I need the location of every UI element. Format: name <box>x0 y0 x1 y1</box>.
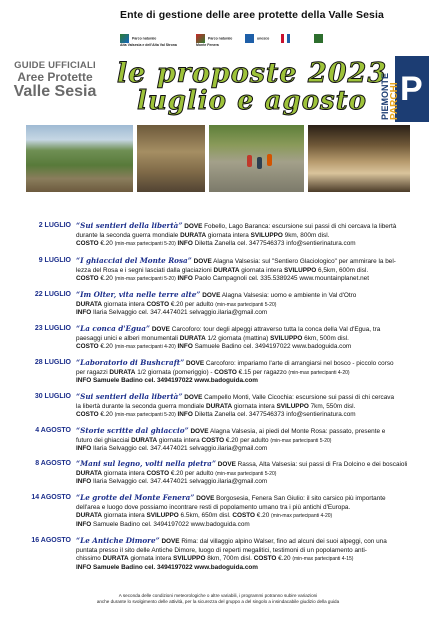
detail-label: INFO <box>76 520 92 528</box>
partner-logo-monte-fenera <box>196 34 232 47</box>
detail-value: 6,5km, 600m disl. <box>316 266 369 274</box>
detail-label: COSTO <box>146 469 170 477</box>
detail-value: dell'area e luogo dove possiamo incontrare resti di popolamento umano tra i più antichi d'Europa. <box>76 503 351 511</box>
partner-logo-flag <box>281 34 292 43</box>
detail-value: (min-max partecipanti 5-20) <box>215 301 277 308</box>
detail-label: DURATA <box>76 300 103 308</box>
detail-label: DOVE <box>190 428 209 435</box>
detail-label: INFO <box>76 478 92 486</box>
detail-value: Ilaria Selvaggio cel. 347.4474021 selvaggio.ilaria@gmail.com <box>91 445 268 453</box>
event-title: “La conca d'Egua” <box>76 324 151 333</box>
detail-value: giornata intera <box>239 266 284 274</box>
guide-line2: Aree Protette <box>17 70 93 84</box>
event-detail-line <box>76 564 431 573</box>
event-text <box>76 222 431 249</box>
detail-label: DOVE <box>202 292 221 299</box>
main-title-line2: luglio e agosto <box>136 86 368 116</box>
detail-value: futuro dei ghiacciai <box>76 436 132 444</box>
event-detail-line <box>76 309 431 318</box>
event-date: 8 AGOSTO <box>35 460 71 467</box>
detail-label: INFO Samuele Badino cel. 3494197022 www.badoguida.com <box>76 563 258 571</box>
detail-label: INFO <box>177 240 193 248</box>
detail-value: Carcoforo: impariamo l'arte di arrangiarsi nel bosco - piccolo corso <box>204 360 394 367</box>
partner-logo-unesco <box>245 34 269 43</box>
event-date: 22 LUGLIO <box>34 291 71 298</box>
detail-value: puntata presso il sito delle Antiche Dimore, luogo di reperti megalitici, testimoni di un popolamento anti- <box>76 546 367 554</box>
event-title: “Im Olter, vita nelle terre alte” <box>76 290 201 299</box>
detail-value: Diletta Zanella cel. 3477546373 info@sentierinatura.com <box>192 240 356 248</box>
event-detail-line <box>76 555 431 564</box>
event-detail-line <box>194 258 396 265</box>
event-text <box>76 257 431 284</box>
detail-value: (min-max partecipanti 5-20) <box>114 241 176 248</box>
event-detail-line <box>76 470 431 479</box>
detail-value: 6km, 500m disl. <box>302 334 349 342</box>
detail-value: (min-max partecipanti 5-20) <box>215 470 277 477</box>
event-date: 2 LUGLIO <box>38 222 71 229</box>
detail-value: Rassa, Alta Valsesia: sui passi di Fra Dolcino e dei boscaioli <box>235 461 408 468</box>
event-title: “Sui sentieri della libertà” <box>76 221 183 230</box>
partner-logo-alta-valsesia <box>120 34 177 47</box>
event-detail-line <box>76 240 431 249</box>
detail-label: DURATA <box>109 368 136 376</box>
detail-value: Fobello, Lago Baranca: escursione sui passi di chi cercava la libertà <box>202 223 397 230</box>
detail-value: 1/2 giornata (mattina) <box>205 334 271 342</box>
guide-line1: GUIDE UFFICIALI <box>14 60 96 71</box>
event-detail-line <box>76 377 431 386</box>
event-text <box>76 427 431 454</box>
event-detail-line <box>76 369 431 378</box>
disclaimer-line1: A seconda delle condizioni meteorologiche o altre variabili, i programmi potranno subire variazioni <box>118 593 318 598</box>
detail-value: Diletta Zanella cel. 3477546373 info@sentierinatura.com <box>192 411 356 419</box>
detail-value: Samuele Badino cel. 3494197022 www.badoguida.com <box>192 343 352 351</box>
event-date: 14 AGOSTO <box>31 494 71 501</box>
detail-label: SVILUPPO <box>276 402 309 410</box>
event-detail-line <box>76 301 431 310</box>
detail-label: DOVE <box>184 394 203 401</box>
detail-value: (min-max partecipanti 5-20) <box>114 412 176 419</box>
detail-label: INFO <box>76 309 92 317</box>
event-detail-line <box>202 292 356 299</box>
detail-value: (min-max partecipanti 4-20) <box>271 513 333 520</box>
detail-value: (min-max partecipanti 4-20) <box>288 369 350 376</box>
detail-label: SVILUPPO <box>173 555 206 563</box>
detail-label: DURATA <box>76 512 103 520</box>
detail-label: INFO Samuele Badino cel. 3494197022 www.badoguida.com <box>76 377 258 385</box>
event-detail-line <box>76 547 431 556</box>
detail-label: COSTO <box>76 411 99 419</box>
detail-label: COSTO <box>76 343 99 351</box>
event-title: “I ghiacciai del Monte Rosa” <box>76 256 192 265</box>
detail-label: INFO <box>177 275 193 283</box>
photo-stone-hut <box>137 125 205 192</box>
detail-value: €.20 per adulto <box>169 300 216 308</box>
park-emblem-icon <box>196 34 205 43</box>
partner-logo-green <box>314 34 325 43</box>
detail-label: SVILUPPO <box>283 266 317 274</box>
detail-value: paesaggi unici e alberi monumentali <box>76 334 180 342</box>
event-title: “Storie scritte dal ghiaccio” <box>76 426 189 435</box>
park-emblem-icon <box>314 34 323 43</box>
detail-value: (min-max partecipanti 4-15) <box>292 556 354 563</box>
detail-value: €.20 per adulto <box>224 436 271 444</box>
detail-label: INFO <box>177 343 193 351</box>
event-detail-line <box>190 428 385 435</box>
flag-icon <box>281 34 290 43</box>
detail-value: per ragazzi <box>76 368 110 376</box>
detail-value: Campello Monti, Valle Cicochia: escursione sui passi di chi cercava <box>202 394 395 401</box>
event-title: “Le Antiche Dimore” <box>76 536 160 545</box>
event-detail-line <box>152 326 380 333</box>
event-text <box>76 325 431 352</box>
detail-label: COSTO <box>253 555 277 563</box>
detail-label: DOVE <box>151 326 170 333</box>
detail-label: SVILUPPO <box>146 512 179 520</box>
detail-label: COSTO <box>201 436 225 444</box>
detail-label: DURATA <box>213 266 240 274</box>
detail-label: DOVE <box>217 461 236 468</box>
event-detail-line <box>218 461 408 468</box>
detail-label: SVILUPPO <box>270 334 303 342</box>
photo-strip <box>26 125 410 192</box>
detail-label: DURATA <box>131 436 158 444</box>
detail-label: COSTO <box>214 368 237 376</box>
detail-value: €.20 per adulto <box>169 469 216 477</box>
logo-word1: PIEMONTE <box>380 72 390 120</box>
detail-value: €.15 per ragazzo <box>236 368 289 376</box>
detail-label: INFO <box>177 411 193 419</box>
detail-value: (min-max partecipanti 5-20) <box>270 437 332 444</box>
detail-value: 7km, 550m disl. <box>308 402 356 410</box>
event-detail-line <box>76 478 431 487</box>
main-title-line1: le proposte 2023 <box>116 58 388 89</box>
detail-value: Samuele Badino cel. 3494197022 www.badoguida.com <box>91 520 250 528</box>
event-date: 23 LUGLIO <box>34 325 71 332</box>
hiker-figure <box>247 155 252 167</box>
detail-value: giornata intera <box>206 231 251 239</box>
detail-value: €.20 <box>255 512 272 520</box>
detail-label: DOVE <box>193 258 212 265</box>
event-text <box>76 537 431 572</box>
event-text <box>76 393 431 420</box>
detail-value: giornata intera <box>232 402 277 410</box>
event-text <box>76 291 431 318</box>
detail-label: DOVE <box>161 538 180 545</box>
disclaimer-line2: anche durante lo svolgimento delle attività, per la sicurezza del gruppo a del singolo a insindacabile giudizio della guida <box>96 599 340 604</box>
event-detail-line <box>76 437 431 446</box>
event-title: “Mani sul legno, volti nella pietra” <box>76 459 216 468</box>
event-text <box>76 494 431 529</box>
detail-value: Alagna Valsesia, ai piedi del Monte Rosa: passato, presente e <box>208 428 386 435</box>
detail-label: DURATA <box>179 334 206 342</box>
event-date: 30 LUGLIO <box>34 393 71 400</box>
disclaimer <box>16 593 420 605</box>
detail-label: COSTO <box>76 275 99 283</box>
park-emblem-icon <box>120 34 129 43</box>
event-detail-line <box>76 445 431 454</box>
guide-logo <box>10 60 100 100</box>
event-detail-line <box>76 275 431 284</box>
event-date: 28 LUGLIO <box>34 359 71 366</box>
event-detail-line <box>76 521 431 530</box>
detail-value: giornata intera <box>102 469 147 477</box>
event-date: 16 AGOSTO <box>31 537 71 544</box>
event-detail-line <box>76 512 431 521</box>
event-title: “Sui sentieri della libertà” <box>76 392 183 401</box>
org-title: Ente di gestione delle aree protette della Valle Sesia <box>120 9 384 21</box>
detail-label: DOVE <box>186 360 205 367</box>
detail-label: DURATA <box>206 402 233 410</box>
unesco-icon <box>245 34 254 43</box>
partner-line1: Parco naturale <box>131 36 157 41</box>
detail-value: 8km, 700m disl. <box>205 555 254 563</box>
detail-value: Paolo Campagnoli cel. 335.5389245 www.mountainplanet.net <box>192 275 370 283</box>
event-detail-line <box>161 538 386 545</box>
event-detail-line <box>76 232 431 241</box>
detail-value: la libertà durante la seconda guerra mondiale <box>76 402 207 410</box>
event-date: 4 AGOSTO <box>35 427 71 434</box>
detail-value: giornata intera <box>102 512 147 520</box>
detail-label: DURATA <box>180 231 207 239</box>
detail-value: €.20 <box>98 343 115 351</box>
detail-value: durante la seconda guerra mondiale <box>76 231 181 239</box>
event-detail-line <box>76 267 431 276</box>
event-detail-line <box>76 335 431 344</box>
event-title: “Laboratorio di Bushcraft” <box>76 358 185 367</box>
partner-line1: unesco <box>256 36 270 41</box>
detail-value: Rima: dal villaggio alpino Walser, fino ad alcuni dei suoi alpeggi, con una <box>179 538 387 545</box>
detail-label: SVILUPPO <box>250 231 283 239</box>
event-title: “Le grotte del Monte Fenera” <box>76 493 195 502</box>
detail-value: 1/2 giornata (pomeriggio) - <box>135 368 215 376</box>
event-text <box>76 460 431 487</box>
detail-value: (min-max partecipanti 4-20) <box>114 344 176 351</box>
event-detail-line <box>76 343 431 352</box>
event-detail-line <box>76 411 431 420</box>
detail-value: €.20 <box>98 411 115 419</box>
detail-value: €.20 <box>98 240 115 248</box>
detail-value: chissimo <box>76 555 103 563</box>
detail-value: giornata intera <box>102 300 147 308</box>
photo-hikers <box>209 125 304 192</box>
partner-line2: Alta Valsesia e dell'Alta Val Strona <box>120 43 177 47</box>
partner-line1: Parco naturale <box>207 36 233 41</box>
detail-value: 9km, 800m disl. <box>282 231 330 239</box>
event-detail-line <box>76 403 431 412</box>
detail-label: COSTO <box>146 300 170 308</box>
photo-alpine-village <box>26 125 133 192</box>
event-detail-line <box>196 495 385 502</box>
detail-value: Carcoforo: tour degli alpeggi attraverso tutta la conca della Val d'Egua, tra <box>169 326 381 333</box>
event-detail-line <box>76 504 431 513</box>
event-text <box>76 359 431 386</box>
detail-value: giornata intera <box>128 555 174 563</box>
detail-label: DURATA <box>76 469 103 477</box>
logo-letter: P <box>400 70 423 108</box>
detail-label: COSTO <box>76 240 99 248</box>
detail-value: Borgosesia, Fenera San Giulio: il sito carsico più importante <box>214 495 386 502</box>
event-detail-line <box>184 394 394 401</box>
detail-value: Alagna Valsesia: uomo e ambiente in Val d'Otro <box>220 292 357 299</box>
detail-label: COSTO <box>232 512 256 520</box>
event-date: 9 LUGLIO <box>38 257 71 264</box>
detail-value: giornata intera <box>157 436 202 444</box>
detail-value: lezza del Rosa e i segni lasciati dalla glaciazioni <box>76 266 214 274</box>
guide-line3: Valle Sesia <box>13 83 97 100</box>
logo-word2: PARCHI <box>389 82 400 120</box>
detail-value: €.20 <box>98 275 115 283</box>
detail-label: DOVE <box>196 495 215 502</box>
hiker-figure <box>267 154 272 166</box>
hiker-figure <box>257 157 262 169</box>
detail-value: €.20 <box>276 555 293 563</box>
event-detail-line <box>186 360 394 367</box>
detail-label: INFO <box>76 445 92 453</box>
logo-words <box>380 62 402 120</box>
partner-line2: Monte Fenera <box>196 43 219 47</box>
detail-label: DURATA <box>102 555 129 563</box>
photo-cave <box>308 125 410 192</box>
detail-value: Ilaria Selvaggio cel. 347.4474021 selvaggio.ilaria@gmail.com <box>91 309 268 317</box>
detail-value: Ilaria Selvaggio cel. 347.4474021 selvaggio.ilaria@gmail.com <box>91 478 268 486</box>
detail-value: Alagna Valsesia: sul "Sentiero Glaciologico" per ammirare la bel- <box>211 258 396 265</box>
detail-label: DOVE <box>184 223 203 230</box>
event-detail-line <box>184 223 396 230</box>
detail-value: 6.5km, 650m disl. <box>178 512 233 520</box>
detail-value: (min-max partecipanti 5-20) <box>114 276 176 283</box>
